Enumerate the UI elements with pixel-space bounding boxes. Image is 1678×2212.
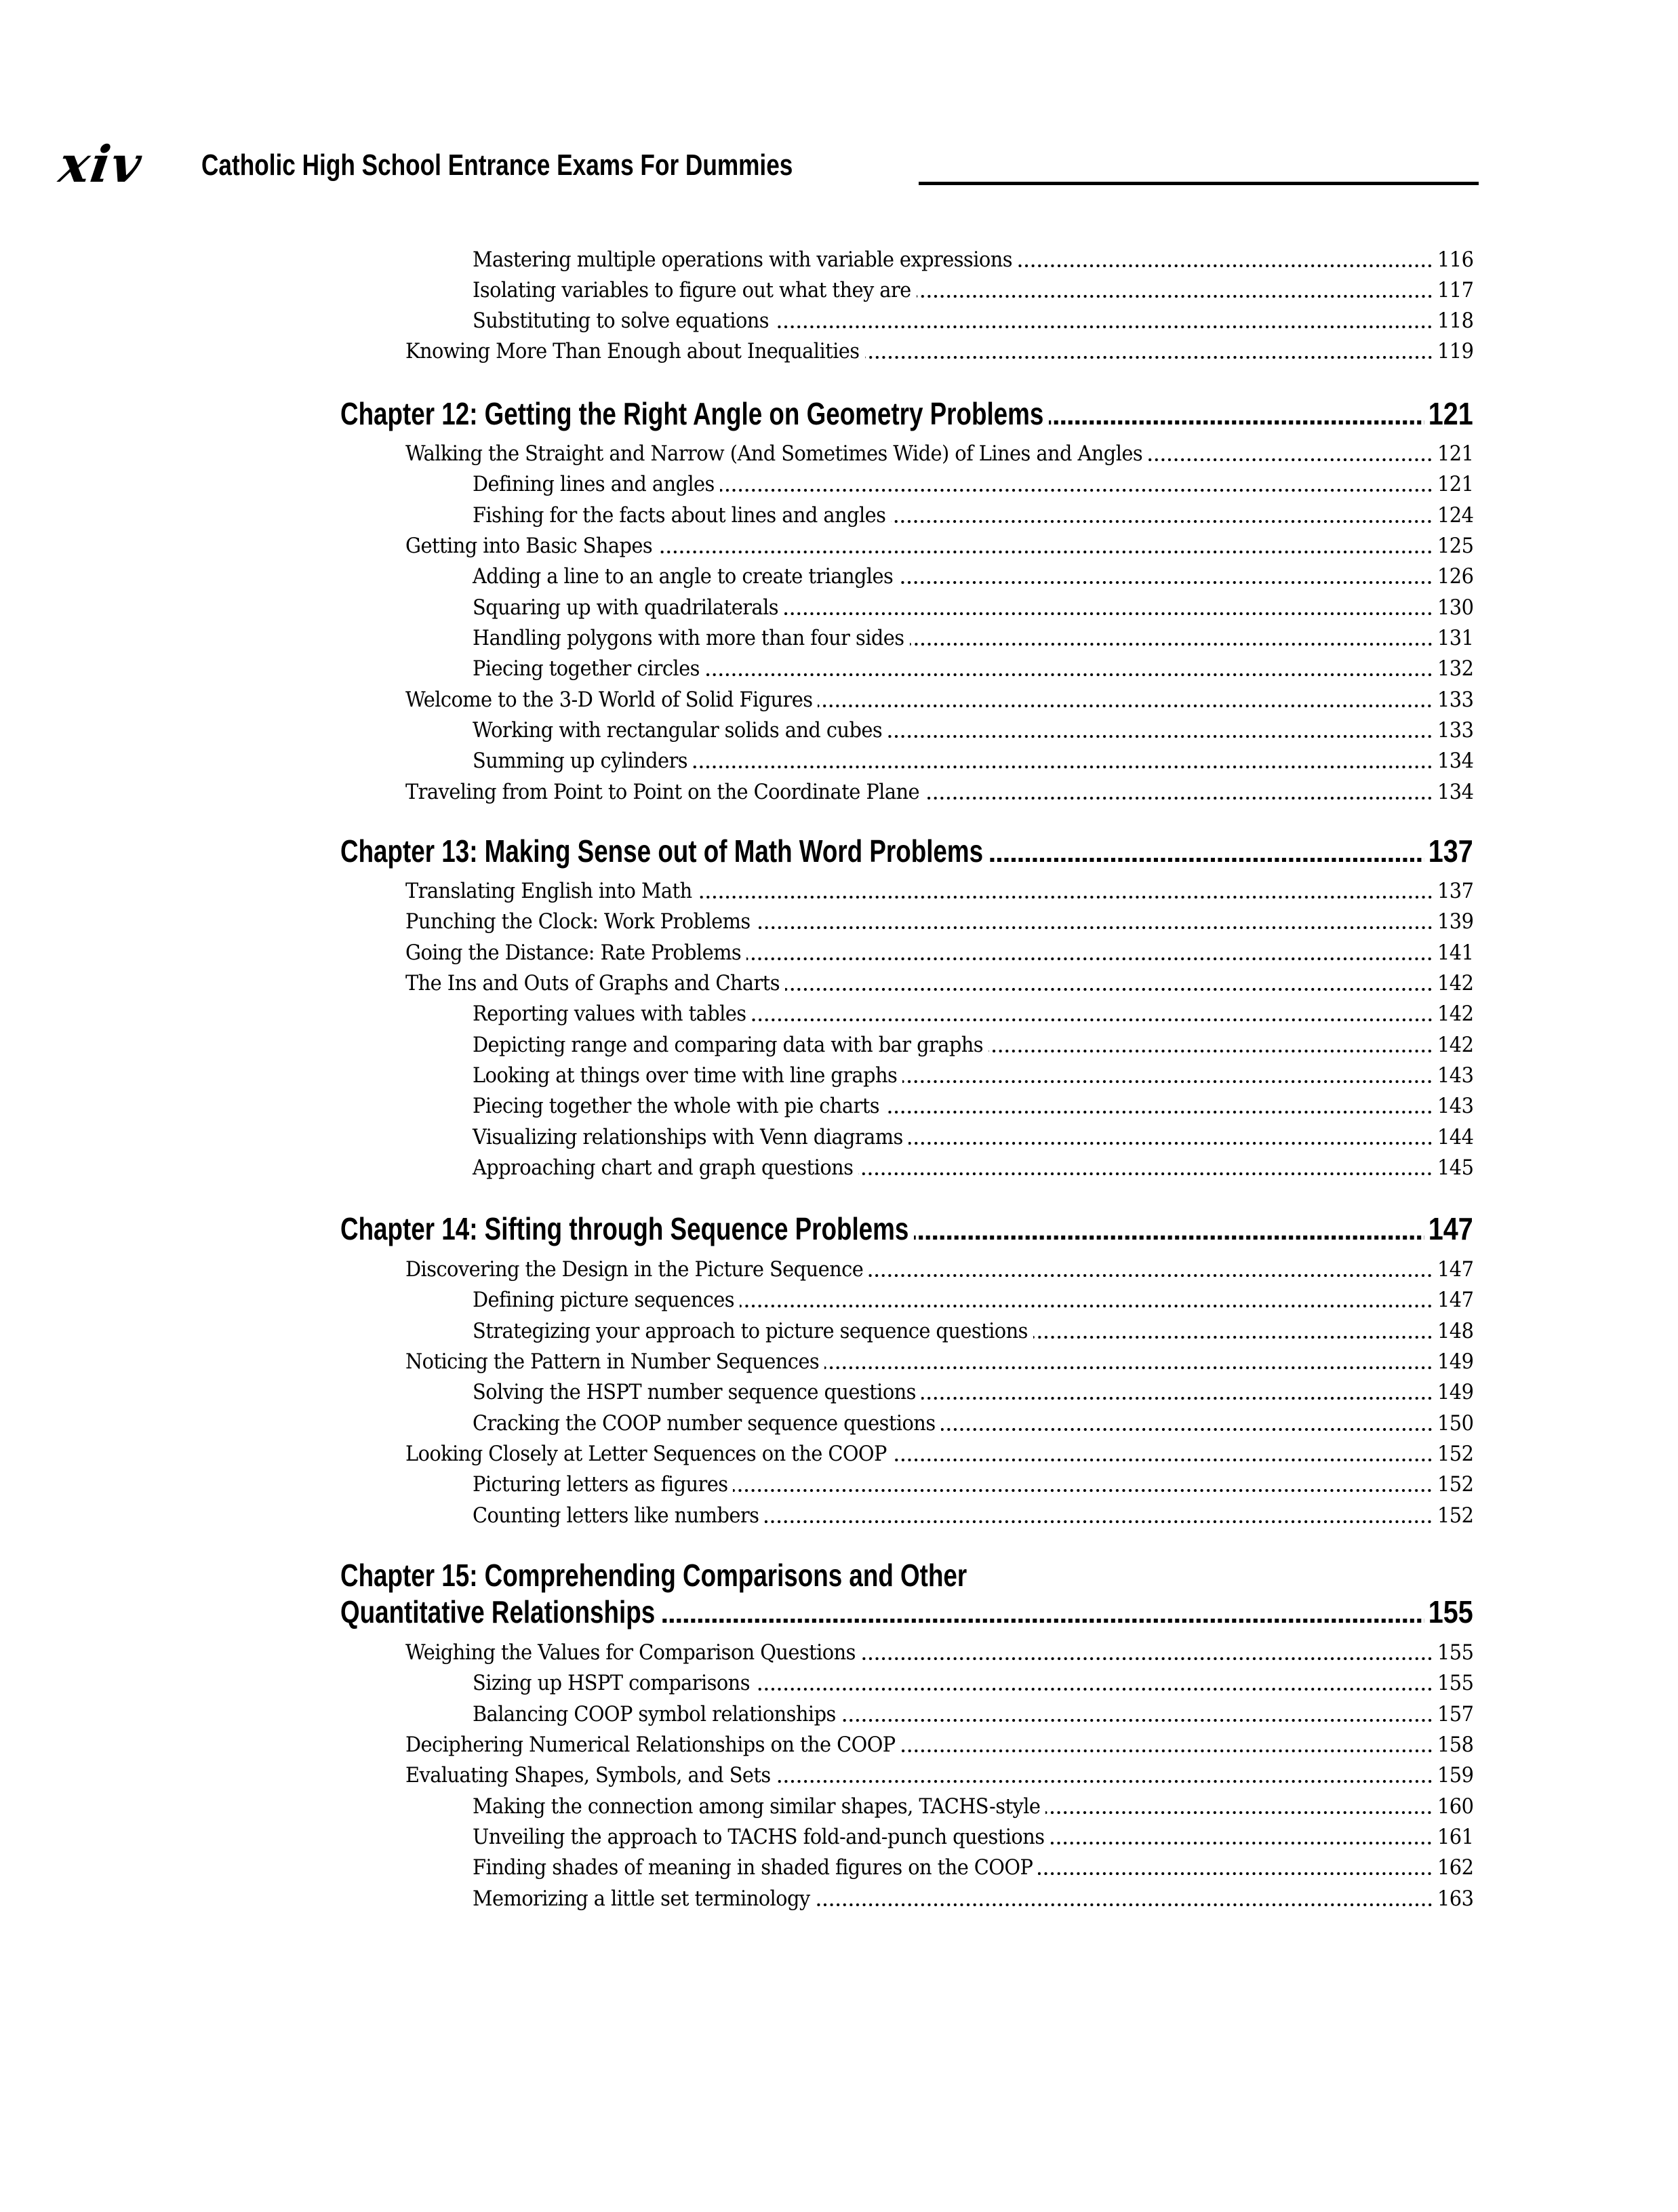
- toc-entry-page: 142: [1437, 971, 1473, 995]
- toc-entry[interactable]: [405, 530, 1473, 561]
- toc-entry[interactable]: [473, 1377, 1473, 1408]
- toc-entry[interactable]: [473, 1791, 1473, 1822]
- toc-entry-title: Squaring up with quadrilaterals: [473, 595, 778, 620]
- dot-leader: [988, 1048, 1433, 1054]
- dot-leader: [887, 733, 1433, 740]
- toc-entry-page: 152: [1437, 1503, 1473, 1528]
- toc-entry[interactable]: [473, 592, 1473, 623]
- toc-entry[interactable]: [473, 1122, 1473, 1153]
- toc-entry[interactable]: [473, 1090, 1473, 1122]
- chapter-heading-12[interactable]: [340, 396, 1473, 431]
- toc-entry[interactable]: [473, 1821, 1473, 1853]
- toc-entry-title: Welcome to the 3-D World of Solid Figures: [405, 688, 813, 712]
- toc-entry-title: Translating English into Math: [405, 879, 692, 903]
- toc-entry[interactable]: [473, 469, 1473, 500]
- toc-entry-title: Evaluating Shapes, Symbols, and Sets: [405, 1763, 771, 1788]
- toc-entry-page: 155: [1437, 1640, 1473, 1665]
- dot-leader: [698, 894, 1433, 901]
- dot-leader: [921, 1395, 1433, 1402]
- toc-entry[interactable]: [473, 715, 1473, 746]
- toc-entry[interactable]: [473, 623, 1473, 654]
- dot-leader: [861, 1655, 1433, 1662]
- toc-entry-page: 134: [1437, 780, 1473, 804]
- chapter-page: 137: [1428, 833, 1473, 869]
- dot-leader: [892, 1457, 1433, 1463]
- toc-entry-page: 121: [1437, 472, 1473, 496]
- toc-entry[interactable]: [405, 1637, 1473, 1668]
- dot-leader: [1038, 1870, 1433, 1877]
- toc-entry-title: Approaching chart and graph questions: [473, 1156, 854, 1180]
- toc-entry-title: Strategizing your approach to picture sequence questions: [473, 1319, 1028, 1343]
- toc-entry[interactable]: [473, 998, 1473, 1029]
- toc-entry-title: Summing up cylinders: [473, 749, 687, 773]
- chapter-page: 155: [1428, 1594, 1473, 1630]
- dot-leader: [865, 354, 1433, 361]
- toc-entry-page: 137: [1437, 879, 1473, 903]
- toc-entry-title: Visualizing relationships with Venn diagrams: [473, 1125, 903, 1149]
- toc-entry-title: Cracking the COOP number sequence questions: [473, 1411, 936, 1436]
- toc-entry-title: Traveling from Point to Point on the Coordinate Plane: [405, 780, 919, 804]
- toc-entry-title: Defining lines and angles: [473, 472, 715, 496]
- toc-entry[interactable]: [473, 1152, 1473, 1183]
- dot-leader: [764, 1518, 1433, 1525]
- toc-entry-page: 144: [1437, 1125, 1473, 1149]
- chapter-page: 147: [1428, 1211, 1473, 1246]
- chapter-page: 121: [1428, 396, 1473, 431]
- dot-leader: [891, 518, 1433, 525]
- toc-entry[interactable]: [405, 875, 1473, 907]
- dot-leader: [756, 924, 1433, 931]
- toc-entry-page: 117: [1437, 278, 1473, 302]
- toc-entry-title: Fishing for the facts about lines and angles: [473, 503, 886, 528]
- toc-entry[interactable]: [473, 275, 1473, 306]
- dot-leader: [705, 671, 1433, 678]
- toc-entry-title: Deciphering Numerical Relationships on the COOP: [405, 1733, 896, 1757]
- toc-entry[interactable]: [405, 1346, 1473, 1377]
- dot-leader: [720, 487, 1433, 494]
- dot-leader: [733, 1487, 1433, 1494]
- toc-entry[interactable]: [473, 244, 1473, 275]
- toc-entry-title: Unveiling the approach to TACHS fold-and-punch questions: [473, 1825, 1045, 1849]
- toc-entry-title: Memorizing a little set terminology: [473, 1887, 810, 1911]
- toc-entry-page: 157: [1437, 1702, 1473, 1726]
- dot-leader: [755, 1686, 1433, 1693]
- toc-entry-title: Noticing the Pattern in Number Sequences: [405, 1349, 820, 1374]
- toc-entry[interactable]: [405, 1254, 1473, 1285]
- dot-leader: [941, 1426, 1433, 1433]
- toc-entry-title: Weighing the Values for Comparison Questions: [405, 1640, 856, 1665]
- chapter-title: Chapter 14: Sifting through Sequence Problems: [340, 1211, 909, 1246]
- toc-entry-title: Walking the Straight and Narrow (And Sometimes Wide) of Lines and Angles: [405, 441, 1143, 466]
- dot-leader: [693, 764, 1433, 770]
- toc-entry-title: Reporting values with tables: [473, 1002, 746, 1026]
- toc-entry-title: The Ins and Outs of Graphs and Charts: [405, 971, 780, 995]
- toc-entry[interactable]: [405, 336, 1473, 367]
- toc-entry-title: Depicting range and comparing data with bar graphs: [473, 1033, 983, 1057]
- toc-entry-page: 159: [1437, 1763, 1473, 1788]
- toc-entry-title: Solving the HSPT number sequence questions: [473, 1380, 916, 1404]
- toc-entry-title: Working with rectangular solids and cubes: [473, 718, 883, 743]
- toc-entry[interactable]: [405, 1729, 1473, 1760]
- toc-entry[interactable]: [473, 1469, 1473, 1500]
- page-number: xiv: [55, 136, 146, 194]
- toc-entry[interactable]: [405, 968, 1473, 999]
- toc-entry[interactable]: [473, 1500, 1473, 1531]
- toc-entry[interactable]: [405, 684, 1473, 715]
- toc-entry[interactable]: [473, 1316, 1473, 1347]
- toc-entry[interactable]: [473, 1883, 1473, 1914]
- dot-leader: [841, 1717, 1433, 1724]
- toc-entry-title: Isolating variables to figure out what they are: [473, 278, 911, 302]
- toc-entry[interactable]: [473, 653, 1473, 684]
- dot-leader: [816, 1901, 1433, 1908]
- toc-entry[interactable]: [473, 1284, 1473, 1316]
- dot-leader: [1033, 1334, 1433, 1341]
- toc-entry-page: 147: [1437, 1288, 1473, 1312]
- dot-leader: [740, 1303, 1433, 1309]
- toc-entry-page: 150: [1437, 1411, 1473, 1436]
- toc-entry-title: Looking Closely at Letter Sequences on the COOP: [405, 1442, 887, 1466]
- toc-entry-title: Making the connection among similar shapes, TACHS-style: [473, 1794, 1041, 1819]
- toc-entry-page: 148: [1437, 1319, 1473, 1343]
- toc-entry-title: Looking at things over time with line graphs: [473, 1063, 898, 1088]
- chapter-heading-15[interactable]: [340, 1594, 1473, 1630]
- toc-entry[interactable]: [473, 500, 1473, 531]
- toc-entry-title: Punching the Clock: Work Problems: [405, 909, 751, 934]
- toc-entry-title: Sizing up HSPT comparisons: [473, 1671, 750, 1695]
- toc-entry-page: 163: [1437, 1887, 1473, 1911]
- dot-leader: [1148, 456, 1433, 463]
- toc-entry-page: 131: [1437, 626, 1473, 650]
- toc-entry-title: Counting letters like numbers: [473, 1503, 759, 1528]
- toc-entry-page: 132: [1437, 656, 1473, 681]
- toc-entry-page: 152: [1437, 1472, 1473, 1497]
- toc-entry-title: Mastering multiple operations with variable expressions: [473, 248, 1012, 272]
- toc-entry-title: Picturing letters as figures: [473, 1472, 728, 1497]
- dot-leader: [774, 323, 1433, 330]
- toc-entry-page: 125: [1437, 534, 1473, 558]
- toc-entry-title: Discovering the Design in the Picture Sequence: [405, 1257, 864, 1282]
- toc-entry-page: 162: [1437, 1855, 1473, 1880]
- toc-entry-title: Balancing COOP symbol relationships: [473, 1702, 836, 1726]
- chapter-heading-13[interactable]: [340, 833, 1473, 869]
- dot-leader: [902, 1078, 1433, 1085]
- toc-entry[interactable]: [473, 1029, 1473, 1061]
- toc-entry[interactable]: [405, 776, 1473, 808]
- toc-entry-page: 134: [1437, 749, 1473, 773]
- toc-entry[interactable]: [473, 1667, 1473, 1699]
- toc-entry[interactable]: [473, 1060, 1473, 1091]
- dot-leader: [776, 1778, 1433, 1785]
- dot-leader: [908, 1140, 1433, 1147]
- toc-entry[interactable]: [473, 745, 1473, 776]
- dot-leader: [925, 795, 1433, 802]
- dot-leader: [660, 1619, 1424, 1623]
- toc-entry-page: 118: [1437, 309, 1473, 333]
- toc-entry-page: 147: [1437, 1257, 1473, 1282]
- toc-entry-page: 133: [1437, 718, 1473, 743]
- toc-entry[interactable]: [405, 906, 1473, 937]
- chapter-heading-15-line1[interactable]: Chapter 15: Comprehending Comparisons and Other: [340, 1558, 967, 1593]
- toc-entry-page: 121: [1437, 441, 1473, 466]
- toc-entry-page: 145: [1437, 1156, 1473, 1180]
- dot-leader: [885, 1109, 1433, 1115]
- dot-leader: [658, 549, 1433, 555]
- toc-entry-page: 152: [1437, 1442, 1473, 1466]
- header-rule: [919, 182, 1479, 185]
- dot-leader: [1050, 1840, 1433, 1846]
- toc-entry-page: 155: [1437, 1671, 1473, 1695]
- toc-entry-page: 130: [1437, 595, 1473, 620]
- toc-entry-page: 139: [1437, 909, 1473, 934]
- toc-entry[interactable]: [405, 438, 1473, 469]
- chapter-title: Quantitative Relationships: [340, 1594, 656, 1630]
- dot-leader: [914, 1236, 1424, 1240]
- toc-entry[interactable]: [473, 305, 1473, 336]
- dot-leader: [1049, 420, 1424, 424]
- toc-entry-page: 141: [1437, 941, 1473, 965]
- toc-entry-title: Knowing More Than Enough about Inequalities: [405, 339, 860, 363]
- dot-leader: [1018, 262, 1433, 269]
- toc-entry-title: Piecing together circles: [473, 656, 700, 681]
- dot-leader: [785, 986, 1433, 993]
- dot-leader: [898, 579, 1433, 586]
- toc-entry-page: 158: [1437, 1733, 1473, 1757]
- dot-leader: [917, 293, 1433, 300]
- chapter-heading-14[interactable]: [340, 1211, 1473, 1246]
- dot-leader: [1045, 1809, 1433, 1816]
- toc-entry-page: 149: [1437, 1380, 1473, 1404]
- dot-leader: [910, 641, 1433, 648]
- dot-leader: [858, 1170, 1433, 1177]
- toc-entry-title: Substituting to solve equations: [473, 309, 770, 333]
- toc-entry-page: 116: [1437, 248, 1473, 272]
- toc-entry-title: Adding a line to an angle to create triangles: [473, 564, 894, 589]
- toc-entry[interactable]: [405, 1760, 1473, 1791]
- toc-entry-page: 161: [1437, 1825, 1473, 1849]
- toc-entry[interactable]: [473, 1408, 1473, 1439]
- toc-entry-title: Handling polygons with more than four sides: [473, 626, 904, 650]
- toc-entry-page: 133: [1437, 688, 1473, 712]
- toc-entry[interactable]: [405, 937, 1473, 968]
- toc-entry-page: 143: [1437, 1094, 1473, 1118]
- toc-entry-title: Piecing together the whole with pie charts: [473, 1094, 880, 1118]
- toc-entry[interactable]: [473, 1699, 1473, 1730]
- running-title: Catholic High School Entrance Exams For Dummies: [201, 149, 793, 182]
- chapter-title: Chapter 13: Making Sense out of Math Word Problems: [340, 833, 984, 869]
- toc-entry[interactable]: [405, 1438, 1473, 1469]
- dot-leader: [988, 858, 1424, 862]
- toc-entry-page: 143: [1437, 1063, 1473, 1088]
- dot-leader: [824, 1364, 1433, 1371]
- toc-entry-page: 142: [1437, 1033, 1473, 1057]
- dot-leader: [752, 1016, 1433, 1023]
- toc-entry[interactable]: [473, 561, 1473, 592]
- toc-entry-page: 160: [1437, 1794, 1473, 1819]
- dot-leader: [901, 1747, 1433, 1754]
- dot-leader: [868, 1272, 1433, 1279]
- toc-entry-page: 126: [1437, 564, 1473, 589]
- dot-leader: [746, 955, 1433, 962]
- dot-leader: [784, 610, 1433, 617]
- toc-entry[interactable]: [473, 1852, 1473, 1883]
- toc-entry-title: Going the Distance: Rate Problems: [405, 941, 742, 965]
- toc-entry-page: 142: [1437, 1002, 1473, 1026]
- toc-entry-title: Finding shades of meaning in shaded figures on the COOP: [473, 1855, 1033, 1880]
- dot-leader: [818, 703, 1433, 709]
- toc-entry-page: 124: [1437, 503, 1473, 528]
- toc-entry-page: 149: [1437, 1349, 1473, 1374]
- toc-entry-title: Defining picture sequences: [473, 1288, 735, 1312]
- chapter-title: Chapter 12: Getting the Right Angle on Geometry Problems: [340, 396, 1044, 431]
- toc-entry-page: 119: [1437, 339, 1473, 363]
- toc-entry-title: Getting into Basic Shapes: [405, 534, 653, 558]
